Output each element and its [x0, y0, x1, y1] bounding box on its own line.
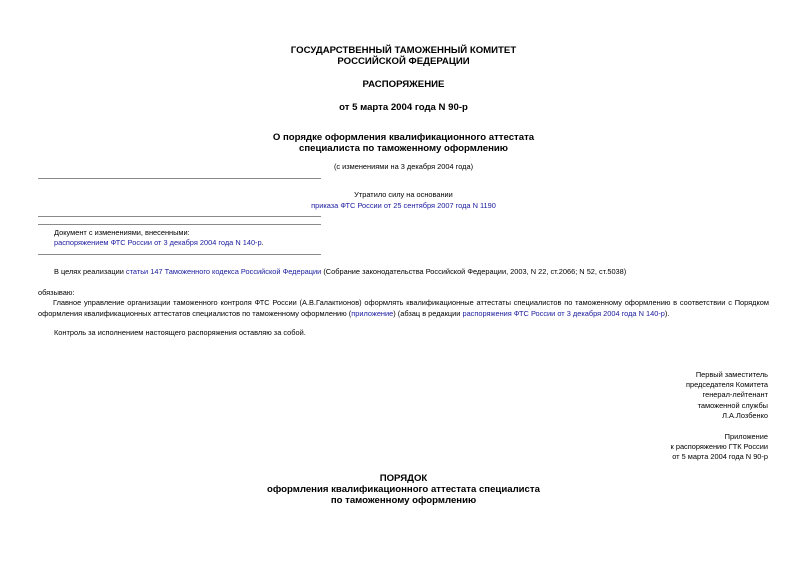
- revision-note: (с изменениями на 3 декабря 2004 года): [333, 162, 474, 171]
- signature-line2: председателя Комитета: [685, 380, 768, 390]
- changes-label: Документ с изменениями, внесенными:: [54, 228, 190, 237]
- document-date-number: от 5 марта 2004 года N 90-р: [339, 102, 468, 113]
- appendix-link[interactable]: приложение: [351, 308, 394, 318]
- preamble-link[interactable]: статьи 147 Таможенного кодекса Российской Федерации: [125, 267, 322, 276]
- org-name-line1: ГОСУДАРСТВЕННЫЙ ТАМОЖЕННЫЙ КОМИТЕТ: [290, 45, 517, 56]
- org-name-line2: РОССИЙСКОЙ ФЕДЕРАЦИИ: [337, 56, 470, 67]
- signature-block: [686, 370, 768, 421]
- divider: [38, 178, 321, 179]
- expired-link[interactable]: приказа ФТС России от 25 сентября 2007 года N 1190: [311, 201, 496, 210]
- order-subtitle-line1: оформления квалификационного аттестата специалиста: [267, 484, 540, 495]
- item-1-paragraph: [38, 298, 769, 319]
- obligate-text: обязываю:: [38, 288, 75, 297]
- changes-after: .: [261, 238, 264, 247]
- divider: [38, 216, 321, 217]
- expired-text: Утратило силу на основании: [354, 190, 453, 199]
- document-title-line1: О порядке оформления квалификационного аттестата: [272, 132, 535, 143]
- changes-link[interactable]: распоряжением ФТС России от 3 декабря 2004 года N 140-р: [54, 238, 262, 247]
- appendix-block: [671, 432, 768, 463]
- document-type: РАСПОРЯЖЕНИЕ: [362, 79, 445, 90]
- amendment-link[interactable]: распоряжения ФТС России от 3 декабря 2004 года N 140-р: [462, 308, 665, 318]
- item-1-end: ).: [664, 308, 670, 318]
- preamble-after: (Собрание законодательства Российской Федерации, 2003, N 22, ст.2066; N 52, ст.5038): [321, 267, 627, 276]
- appendix-line3: от 5 марта 2004 года N 90-р: [672, 452, 768, 462]
- order-subtitle-line2: по таможенному оформлению: [330, 495, 477, 506]
- signature-name: Л.А.Лозбенко: [722, 410, 768, 420]
- item-1-mid: ) (абзац в редакции: [393, 308, 463, 318]
- item-1-text: Главное управление организации таможенного контроля ФТС России (А.В.Галактионов) оформлять квалификационные аттестаты специалистов по таможенному оформлению в соответствии с Порядком оформления квалификационных аттестатов специалистов по таможенному оформлению (: [38, 298, 769, 318]
- item-2-paragraph: Контроль за исполнением настоящего распоряжения оставляю за собой.: [54, 328, 306, 337]
- signature-line1: Первый заместитель: [695, 370, 768, 379]
- preamble-before: В целях реализации: [54, 267, 126, 276]
- divider: [38, 224, 321, 225]
- signature-line4: таможенной службы: [697, 400, 768, 410]
- changes-line: [54, 238, 264, 248]
- document-title-line2: специалиста по таможенному оформлению: [299, 143, 508, 154]
- appendix-line2: к распоряжению ГТК России: [670, 442, 768, 452]
- order-title: ПОРЯДОК: [379, 473, 428, 484]
- divider: [38, 254, 321, 255]
- preamble: [54, 267, 626, 277]
- signature-line3: генерал-лейтенант: [702, 390, 768, 400]
- appendix-line1: Приложение: [724, 432, 768, 441]
